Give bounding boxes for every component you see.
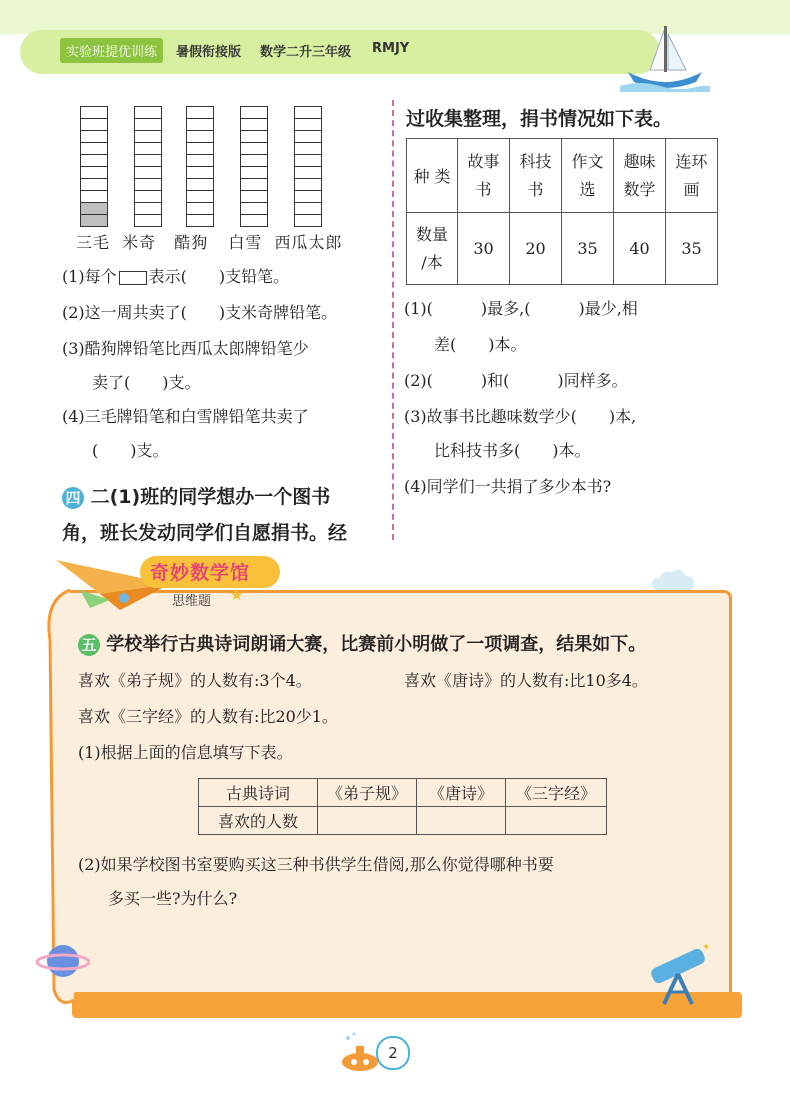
book-table-row-label: 数量 /本 [407, 213, 458, 285]
left-q2: (2)这一周共卖了( )支米奇牌铅笔。 [62, 303, 338, 322]
value-3: 40 [614, 213, 666, 285]
value-0: 30 [458, 213, 510, 285]
value-4: 35 [666, 213, 718, 285]
bar-kugou [186, 106, 214, 227]
left-q4b: ( )支。 [92, 441, 169, 460]
label-miqi: 米奇 [122, 233, 157, 252]
left-q1: (1)每个 表示( )支铅笔。 [62, 267, 290, 286]
section5-info3: 喜欢《三字经》的人数有:比20少1。 [78, 707, 338, 726]
right-q4: (4)同学们一共捐了多少本书? [404, 477, 612, 496]
answer-cell-2[interactable] [417, 807, 506, 835]
bar-xiguataolang [294, 106, 322, 227]
sailboat-icon [620, 22, 710, 92]
poem-row-label: 喜欢的人数 [199, 807, 318, 835]
header-tag: 实验班提优训练 [60, 38, 163, 63]
section4-line1: 四 二(1)班的同学想办一个图书 [62, 482, 330, 509]
right-q1b: 差( )本。 [434, 335, 527, 354]
category-4: 连环 画 [666, 139, 718, 213]
section4-badge: 四 [62, 487, 84, 509]
header-subject: 数学二升三年级 [260, 45, 352, 60]
bar-miqi [134, 106, 162, 227]
section5-q2b: 多买一些?为什么? [108, 889, 238, 908]
category-1: 科技 书 [510, 139, 562, 213]
poem-header-0: 古典诗词 [199, 779, 318, 807]
right-q1a: (1)( )最多,( )最少,相 [404, 299, 638, 318]
label-sanmao: 三毛 [76, 233, 111, 252]
cloud-icon [650, 568, 696, 594]
svg-text:✦: ✦ [702, 942, 711, 953]
book-table-header-label: 种 类 [407, 139, 458, 213]
right-q2: (2)( )和( )同样多。 [404, 371, 628, 390]
section4-line3: 过收集整理，捐书情况如下表。 [406, 108, 673, 130]
poem-header-2: 《唐诗》 [417, 779, 506, 807]
section5-q2a: (2)如果学校图书室要购买这三种书供学生借阅,那么你觉得哪种书要 [78, 855, 554, 874]
value-2: 35 [562, 213, 614, 285]
star-icon: ★ [230, 586, 244, 604]
book-table [406, 138, 718, 285]
banner-title: 奇妙数学馆 [150, 562, 251, 584]
label-kugou: 酷狗 [174, 233, 209, 252]
banner-subtitle: 思维题 [172, 594, 212, 609]
left-q3b: 卖了( )支。 [92, 373, 201, 392]
telescope-icon [640, 940, 720, 1010]
label-xiguataolang: 西瓜太郎 [274, 233, 343, 252]
section5-title: 五 学校举行古典诗词朗诵大赛，比赛前小明做了一项调查，结果如下。 [78, 630, 646, 656]
right-q3a: (3)故事书比趣味数学少( )本, [404, 407, 637, 426]
page-number: 2 [376, 1036, 410, 1070]
pictograph-labels [76, 232, 342, 254]
value-1: 20 [510, 213, 562, 285]
poem-table [198, 778, 607, 835]
section5-badge: 五 [78, 634, 100, 656]
planet-icon [36, 936, 90, 986]
section5-info1: 喜欢《弟子规》的人数有:3个4。 [78, 671, 312, 690]
poem-header-3: 《三字经》 [506, 779, 607, 807]
header-code: RMJY [372, 41, 410, 56]
header-edition: 暑假衔接版 [176, 45, 242, 60]
poem-header-1: 《弟子规》 [318, 779, 417, 807]
bar-sanmao [80, 106, 108, 227]
left-q4a: (4)三毛牌铅笔和白雪牌铅笔共卖了 [62, 407, 309, 426]
section5-info2: 喜欢《唐诗》的人数有:比10多4。 [404, 671, 648, 690]
label-baixue: 白雪 [228, 233, 263, 252]
bar-baixue [240, 106, 268, 227]
category-3: 趣味 数学 [614, 139, 666, 213]
section4-line2: 角，班长发动同学们自愿捐书。经 [62, 522, 348, 544]
unit-box [119, 271, 147, 285]
category-0: 故事 书 [458, 139, 510, 213]
left-q3a: (3)酷狗牌铅笔比西瓜太郎牌铅笔少 [62, 339, 309, 358]
column-divider [392, 100, 394, 540]
answer-cell-1[interactable] [318, 807, 417, 835]
answer-cell-3[interactable] [506, 807, 607, 835]
category-2: 作文 选 [562, 139, 614, 213]
right-q3b: 比科技书多( )本。 [434, 441, 591, 460]
section5-q1: (1)根据上面的信息填写下表。 [78, 743, 293, 762]
